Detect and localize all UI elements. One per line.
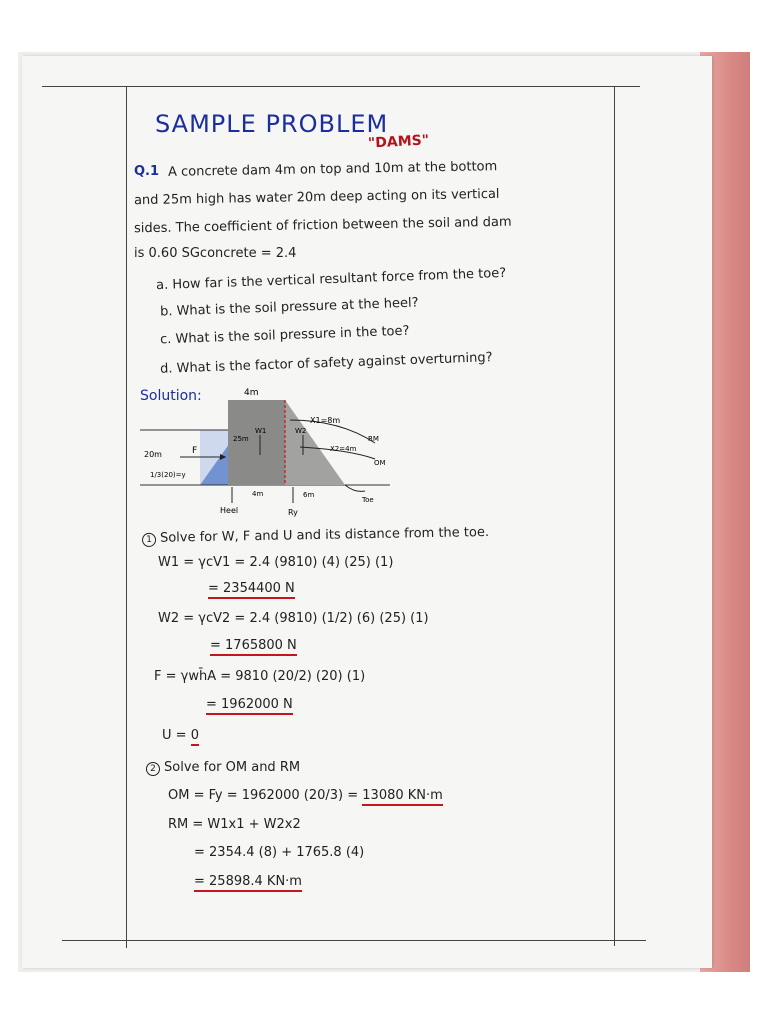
rm-substitution: = 2354.4 (8) + 1765.8 (4)	[194, 845, 365, 860]
heel-label: Heel	[220, 506, 239, 515]
x1-label: X1=8m	[310, 416, 341, 425]
question-line: and 25m high has water 20m deep acting on its vertical	[133, 186, 500, 209]
step2-number: 2	[146, 762, 160, 776]
om-result: 13080 KN·m	[362, 788, 443, 806]
question-label: Q.1	[134, 164, 160, 179]
ry-label: Ry	[288, 508, 298, 517]
x2-label: X2=4m	[330, 445, 357, 453]
step2-heading	[146, 760, 300, 776]
base1-label: 4m	[252, 490, 264, 498]
u-equation	[162, 728, 199, 743]
bottom-border-line	[62, 940, 646, 941]
top-border-line	[42, 86, 640, 87]
w2-result: = 1765800 N	[210, 638, 297, 656]
left-border-line	[126, 86, 127, 948]
height-label: 25m	[233, 435, 249, 443]
om-equation	[168, 788, 443, 803]
dam-diagram	[140, 385, 400, 520]
dam-slope	[285, 400, 345, 485]
f-result: = 1962000 N	[206, 697, 293, 715]
w1-label: W1	[255, 427, 267, 435]
question-part-c: c. What is the soil pressure in the toe?	[159, 323, 410, 348]
question-line: A concrete dam 4m on top and 10m at the bottom	[167, 159, 498, 180]
w1-equation: W1 = γcV1 = 2.4 (9810) (4) (25) (1)	[158, 555, 394, 570]
rm-result: = 25898.4 KN·m	[194, 874, 302, 892]
right-border-line	[614, 86, 615, 946]
question-line: sides. The coefficient of friction between the soil and dam	[133, 214, 512, 237]
rm-label: RM	[368, 435, 379, 443]
question-line: is 0.60 SGconcrete = 2.4	[134, 246, 297, 261]
om-label: OM	[374, 459, 386, 467]
w2-equation: W2 = γcV2 = 2.4 (9810) (1/2) (6) (25) (1)	[158, 611, 429, 626]
toe-label: Toe	[362, 496, 374, 504]
step1-number: 1	[142, 533, 156, 547]
depth-label: 20m	[144, 450, 162, 459]
solution-label: Solution:	[140, 388, 202, 404]
w2-label: W2	[295, 427, 307, 435]
w1-result: = 2354400 N	[208, 581, 295, 599]
u-result: 0	[191, 728, 199, 746]
base2-label: 6m	[303, 491, 315, 499]
page-title: SAMPLE PROBLEM	[155, 110, 389, 138]
page-subtitle: "DAMS"	[367, 132, 430, 152]
f-equation: F = γwh̄A = 9810 (20/2) (20) (1)	[154, 669, 366, 684]
force-label: F	[192, 446, 198, 456]
third-label: 1/3(20)=y	[150, 471, 186, 479]
question-part-a: a. How far is the vertical resultant force from the toe?	[155, 265, 507, 294]
step1-heading-text: Solve for W, F and U and its distance from the toe.	[159, 524, 490, 546]
step2-heading-text: Solve for OM and RM	[164, 760, 301, 775]
top-width-label: 4m	[244, 388, 259, 398]
question-part-d: d. What is the factor of safety against overturning?	[159, 350, 493, 377]
om-equation-text: OM = Fy = 1962000 (20/3) =	[168, 788, 359, 803]
u-label: U =	[162, 728, 187, 743]
toe-arrow	[345, 485, 365, 491]
question-part-b: b. What is the soil pressure at the heel?	[159, 295, 419, 320]
rm-equation: RM = W1x1 + W2x2	[168, 817, 301, 832]
